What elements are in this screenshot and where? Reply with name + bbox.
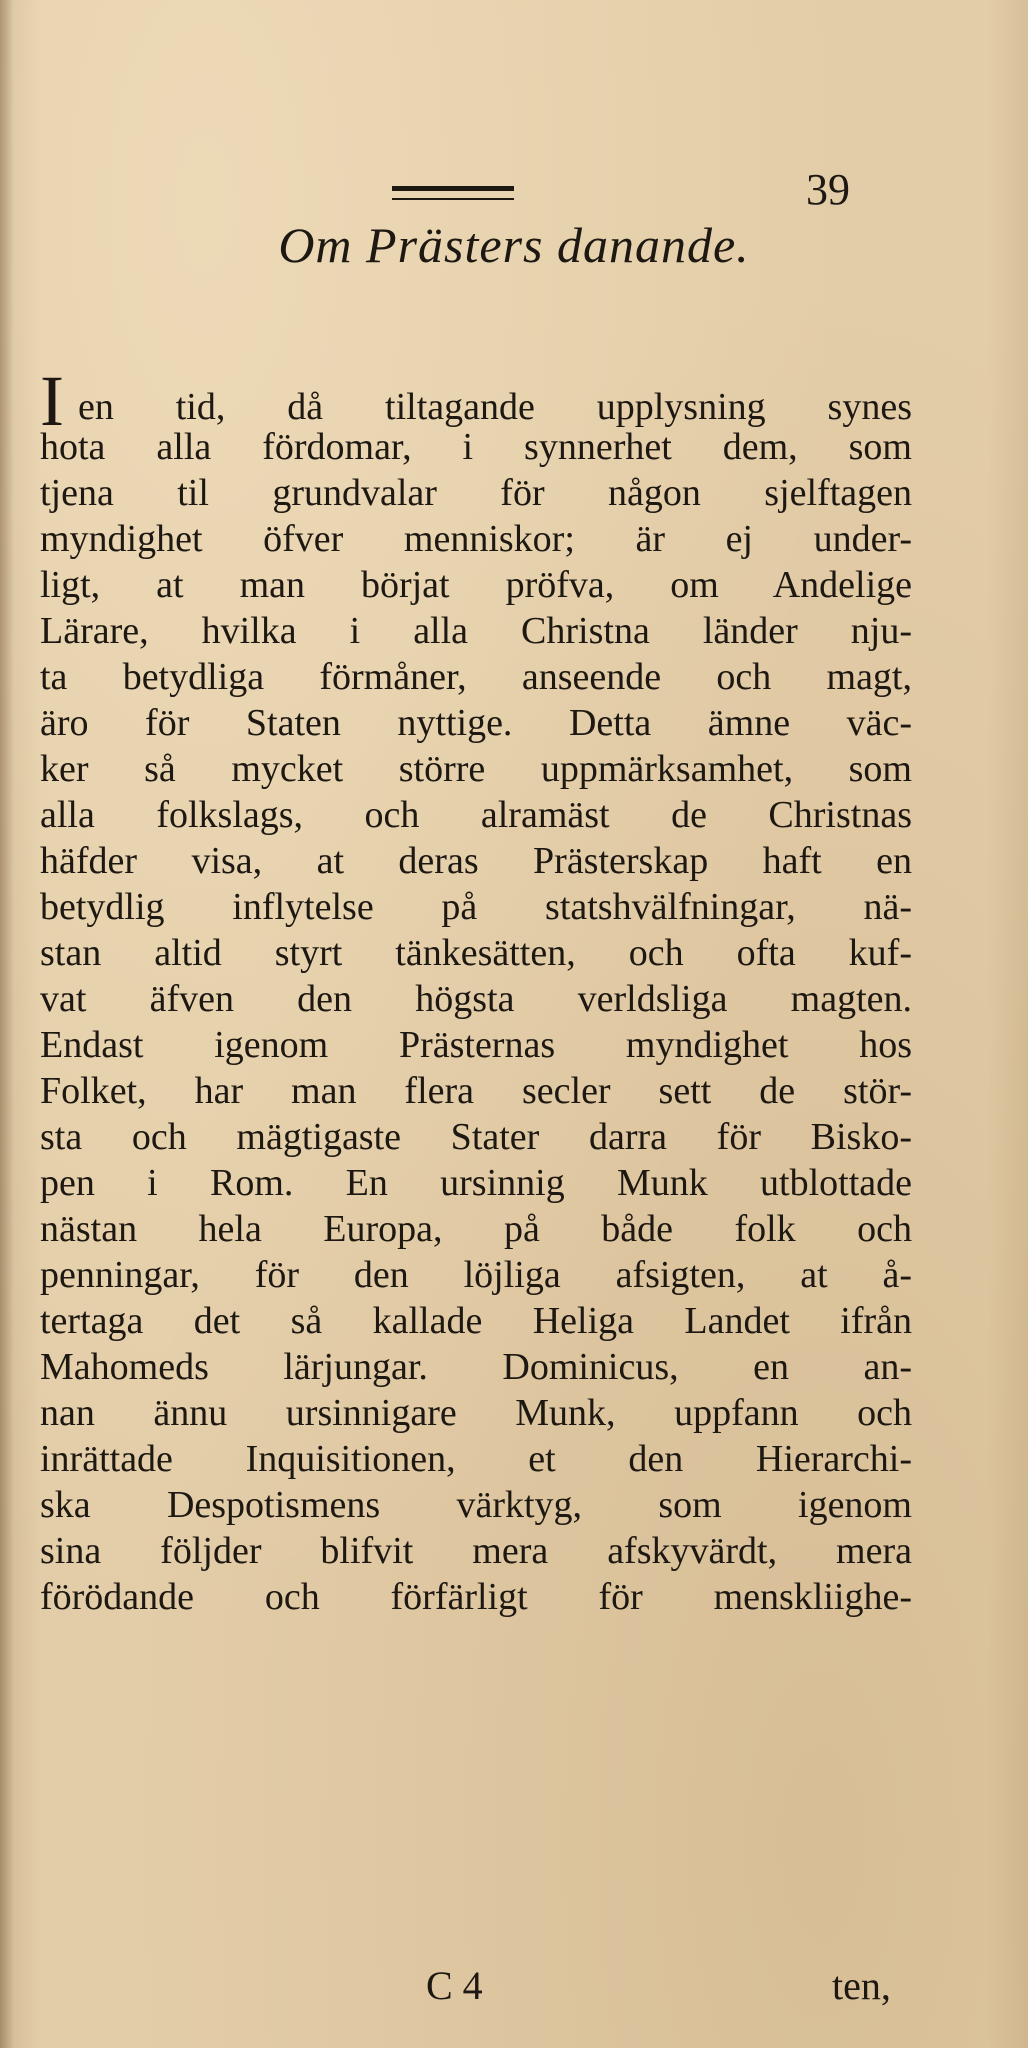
catchword: ten,: [832, 1963, 891, 2008]
text-line: [40, 1206, 912, 1252]
page-spine-shadow: [0, 0, 14, 2048]
text-line: [40, 1344, 912, 1390]
text-line: [40, 976, 912, 1022]
text-line: [40, 608, 912, 654]
text-line-content: betydlig inflytelse på statshvälfningar, nä-: [40, 886, 912, 928]
text-line-content: penningar, för den löjliga afsigten, at å-: [40, 1254, 912, 1296]
text-line-content: ligt, at man börjat pröfva, om Andelige: [40, 564, 912, 606]
text-line-content: Lärare, hvilka i alla Christna länder nju-: [40, 610, 912, 652]
text-line-content: nästan hela Europa, på både folk och: [40, 1208, 912, 1250]
text-line: [40, 838, 912, 884]
text-line: [40, 1574, 912, 1620]
section-heading: Om Prästers danande.: [278, 217, 750, 273]
text-line: [40, 700, 912, 746]
text-line-content: ker så mycket större uppmärksamhet, som: [40, 748, 912, 790]
text-line-content: stan altid styrt tänkesätten, och ofta kuf-: [40, 932, 912, 974]
text-line: [40, 361, 912, 441]
text-line-content: vat äfven den högsta verldsliga magten.: [40, 978, 912, 1020]
text-line-content: pen i Rom. En ursinnig Munk utblottade: [40, 1162, 912, 1204]
text-line: [40, 1298, 912, 1344]
text-line-content: tjena til grundvalar för någon sjelftagen: [40, 472, 912, 514]
text-line: [40, 746, 912, 792]
text-line-content: ska Despotismens värktyg, som igenom: [40, 1484, 912, 1526]
text-line-content: myndighet öfver menniskor; är ej under-: [40, 518, 912, 560]
text-line: [40, 1068, 912, 1114]
text-line: [40, 1252, 912, 1298]
text-line-content: alla folkslags, och alramäst de Christnas: [40, 794, 912, 836]
text-line-content: en tid, då tiltagande upplysning synes: [77, 386, 912, 428]
text-line-content: sina följder blifvit mera afskyvärdt, mera: [40, 1530, 912, 1572]
text-line-content: nan ännu ursinnigare Munk, uppfann och: [40, 1392, 912, 1434]
text-line: [40, 470, 912, 516]
text-line-content: Folket, har man flera secler sett de stör-: [40, 1070, 912, 1112]
text-line: [40, 884, 912, 930]
text-line: [40, 1528, 912, 1574]
text-line: [40, 1482, 912, 1528]
text-line: [40, 1022, 912, 1068]
body-text: [40, 361, 912, 1620]
text-line: [40, 792, 912, 838]
header-rule: [392, 186, 514, 200]
text-line-content: Mahomeds lärjungar. Dominicus, en an-: [40, 1346, 912, 1388]
text-line-content: förödande och förfärligt för menskliighe-: [40, 1576, 912, 1618]
text-line-content: äro för Staten nyttige. Detta ämne väc-: [40, 702, 912, 744]
drop-cap: I: [40, 361, 64, 441]
signature-mark: C 4: [426, 1963, 483, 2008]
text-line-content: hota alla fördomar, i synnerhet dem, som: [40, 426, 912, 468]
text-line: [40, 1114, 912, 1160]
text-line: [40, 516, 912, 562]
text-line: [40, 654, 912, 700]
text-line-content: häfder visa, at deras Prästerskap haft en: [40, 840, 912, 882]
text-line-content: tertaga det så kallade Heliga Landet ifrån: [40, 1300, 912, 1342]
text-line-content: ta betydliga förmåner, anseende och magt,: [40, 656, 912, 698]
text-line: [40, 1436, 912, 1482]
text-line: [40, 424, 912, 470]
text-line-content: sta och mägtigaste Stater darra för Bisko-: [40, 1116, 912, 1158]
page-number: 39: [806, 165, 850, 214]
text-line: [40, 1390, 912, 1436]
text-line-content: Endast igenom Prästernas myndighet hos: [40, 1024, 912, 1066]
page-footer: [0, 1962, 1028, 2012]
text-line: [40, 562, 912, 608]
text-line: [40, 930, 912, 976]
text-line-content: inrättade Inquisitionen, et den Hierarchi-: [40, 1438, 912, 1480]
text-line: [40, 1160, 912, 1206]
